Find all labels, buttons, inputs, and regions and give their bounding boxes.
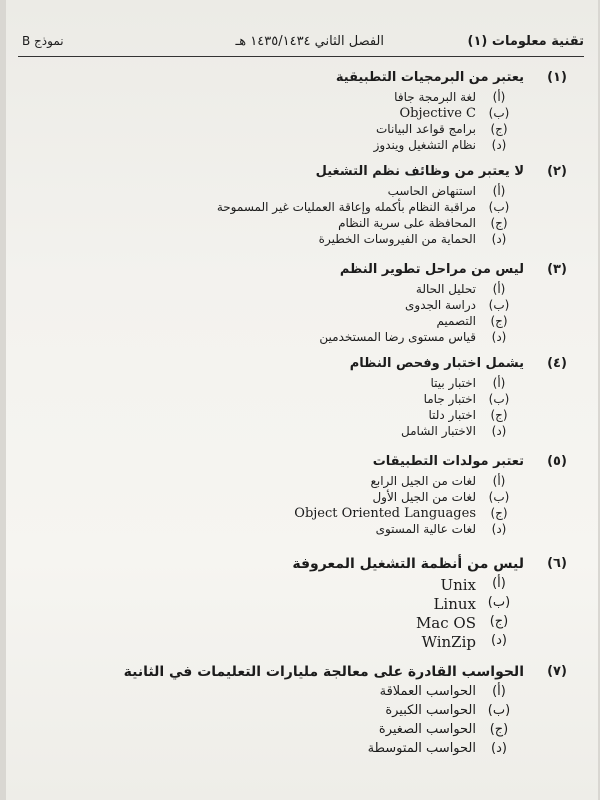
exam-header <box>18 34 584 54</box>
option-letter: (ب) <box>487 595 511 610</box>
question-4 <box>72 356 572 440</box>
option-text: لغة البرمجة جافا <box>394 90 476 104</box>
option-text: لغات من الجيل الرابع <box>370 474 476 488</box>
option-letter: (د) <box>491 330 507 344</box>
question-5 <box>72 454 572 538</box>
option-letter: (ب) <box>488 490 510 504</box>
question-text: يعتبر من البرمجيات التطبيقية <box>335 70 524 85</box>
option-a[interactable] <box>72 184 572 200</box>
option-b[interactable] <box>72 298 572 314</box>
header-divider <box>18 56 584 57</box>
option-b[interactable] <box>72 106 572 122</box>
option-text: الحواسب الكبيرة <box>385 703 476 718</box>
option-text: الحواسب المتوسطة <box>367 741 476 756</box>
option-letter: (أ) <box>492 684 506 699</box>
option-letter: (ب) <box>487 703 511 718</box>
option-c[interactable] <box>72 722 572 741</box>
option-text: اختبار دلتا <box>428 408 476 422</box>
question-text: ليس من مراحل تطوير النظم <box>339 262 524 277</box>
option-text: Mac OS <box>415 614 476 632</box>
question-text: تعتبر مولدات التطبيقات <box>372 454 524 469</box>
question-number: (١) <box>547 70 567 85</box>
option-text: تحليل الحالة <box>415 282 476 296</box>
course-title: تقنية معلومات (١) <box>467 34 584 49</box>
option-c[interactable] <box>72 216 572 232</box>
option-text: نظام التشغيل ويندوز <box>373 138 476 152</box>
option-letter: (ج) <box>490 122 508 136</box>
question-number: (٦) <box>547 556 567 571</box>
option-text: Object Oriented Languages <box>294 506 476 521</box>
option-letter: (ب) <box>488 298 510 312</box>
option-letter: (أ) <box>492 376 506 390</box>
question-number: (٥) <box>547 454 567 469</box>
option-text: الحواسب الصغيرة <box>378 722 476 737</box>
option-text: دراسة الجدوى <box>405 298 476 312</box>
option-letter: (ج) <box>489 614 509 629</box>
option-a[interactable] <box>72 282 572 298</box>
option-text: الاختبار الشامل <box>401 424 476 438</box>
option-d[interactable] <box>72 741 572 760</box>
option-letter: (د) <box>491 633 507 648</box>
option-letter: (ب) <box>488 200 510 214</box>
option-text: WinZip <box>421 633 476 651</box>
option-letter: (د) <box>491 522 507 536</box>
option-b[interactable] <box>72 490 572 506</box>
option-text: مراقبة النظام بأكمله وإعاقة العمليات غير المسموحة <box>216 200 476 214</box>
option-d[interactable] <box>72 138 572 154</box>
option-text: Objective C <box>399 106 476 121</box>
option-text: التصميم <box>436 314 476 328</box>
option-text: الحواسب العملاقة <box>379 684 476 699</box>
option-text: الحماية من الفيروسات الخطيرة <box>318 232 476 246</box>
option-text: المحافظة على سرية النظام <box>338 216 476 230</box>
option-letter: (ج) <box>490 216 508 230</box>
question-7 <box>72 664 572 760</box>
option-letter: (أ) <box>492 576 506 591</box>
option-d[interactable] <box>72 522 572 538</box>
question-number: (٧) <box>547 664 567 679</box>
option-text: استنهاض الحاسب <box>387 184 476 198</box>
question-number: (٣) <box>547 262 567 277</box>
option-d[interactable] <box>72 424 572 440</box>
option-c[interactable] <box>72 506 572 522</box>
option-c[interactable] <box>72 408 572 424</box>
option-a[interactable] <box>72 684 572 703</box>
option-letter: (ب) <box>488 106 510 120</box>
question-text: يشمل اختبار وفحص النظام <box>349 356 524 371</box>
option-c[interactable] <box>72 614 572 633</box>
option-a[interactable] <box>72 90 572 106</box>
option-letter: (ب) <box>488 392 510 406</box>
option-letter: (ج) <box>490 314 508 328</box>
option-letter: (أ) <box>492 184 506 198</box>
option-text: Unix <box>440 576 476 594</box>
option-b[interactable] <box>72 703 572 722</box>
question-2 <box>72 164 572 248</box>
option-letter: (ج) <box>490 506 508 520</box>
exam-page <box>6 0 598 800</box>
option-letter: (د) <box>491 741 507 756</box>
question-number: (٢) <box>547 164 567 179</box>
question-1 <box>72 70 572 154</box>
option-letter: (أ) <box>492 474 506 488</box>
option-d[interactable] <box>72 232 572 248</box>
option-a[interactable] <box>72 474 572 490</box>
option-d[interactable] <box>72 633 572 652</box>
option-letter: (د) <box>491 138 507 152</box>
term-label: الفصل الثاني ١٤٣٥/١٤٣٤ هـ <box>235 34 384 49</box>
option-a[interactable] <box>72 576 572 595</box>
model-label: نموذج B <box>22 34 64 48</box>
option-letter: (ج) <box>490 408 508 422</box>
option-text: لغات عالية المستوى <box>375 522 476 536</box>
option-b[interactable] <box>72 392 572 408</box>
option-letter: (أ) <box>492 282 506 296</box>
option-letter: (ج) <box>489 722 509 737</box>
option-b[interactable] <box>72 595 572 614</box>
option-c[interactable] <box>72 122 572 138</box>
option-text: برامج قواعد البيانات <box>375 122 476 136</box>
question-text: لا يعتبر من وظائف نظم التشغيل <box>315 164 524 179</box>
question-text: ليس من أنظمة التشغيل المعروفة <box>292 556 524 572</box>
option-letter: (د) <box>491 232 507 246</box>
question-3 <box>72 262 572 346</box>
option-b[interactable] <box>72 200 572 216</box>
option-letter: (د) <box>491 424 507 438</box>
option-text: قياس مستوى رضا المستخدمين <box>319 330 476 344</box>
option-text: اختبار جاما <box>423 392 476 406</box>
option-text: اختبار بيتا <box>430 376 476 390</box>
question-6 <box>72 556 572 652</box>
question-number: (٤) <box>547 356 567 371</box>
option-a[interactable] <box>72 376 572 392</box>
question-text: الحواسب القادرة على معالجة مليارات التعليمات في الثانية <box>123 664 524 680</box>
option-text: Linux <box>433 595 476 613</box>
option-c[interactable] <box>72 314 572 330</box>
option-letter: (أ) <box>492 90 506 104</box>
option-d[interactable] <box>72 330 572 346</box>
option-text: لغات من الجيل الأول <box>372 490 476 504</box>
